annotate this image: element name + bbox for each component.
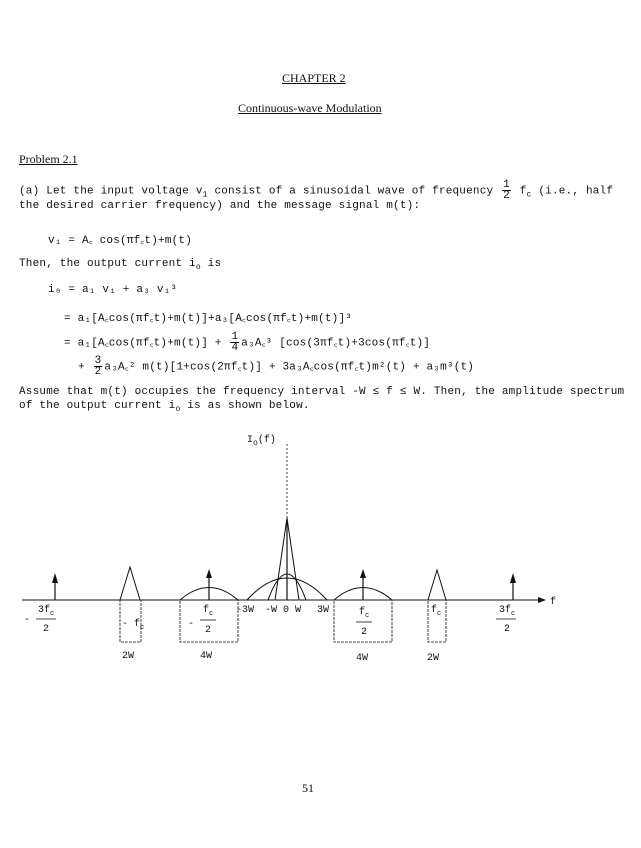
label-pos-3fc-2-num: $3f_c$ (499, 605, 516, 618)
equation-4-part1: + (78, 361, 92, 374)
assume-io-subscript: o (175, 405, 181, 415)
paragraph-a-line2: the desired carrier frequency) and the message signal m(t): (19, 200, 421, 212)
label-neg-3fc-2-den: 2 (43, 624, 50, 635)
three-halves-numerator: 3 (94, 355, 102, 367)
label-pos-half-fc-num: $f_c$ (359, 607, 370, 620)
problem-label: Problem 2.1 (19, 152, 78, 166)
triangle-pos-fc (428, 570, 446, 600)
equation-4-part2: a₃A꜀² m(t)[1+cos(2πf꜀t)] + 3a₃A꜀cos(πf꜀t)m²(t) + a₃m³(t) (104, 361, 475, 374)
label-minus-3w: -3W (236, 605, 255, 616)
label-neg-half-fc-sign: - (188, 619, 195, 630)
paragraph-a-text3: f (512, 185, 527, 198)
quarter-denominator: 4 (231, 342, 239, 354)
label-neg-3fc-2-sign: - (24, 615, 31, 626)
equation-2: = a₁[A꜀cos(πf꜀t)+m(t)]+a₃[A꜀cos(πf꜀t)+m(t)]³ (64, 313, 353, 325)
impulse-neg-half-fc-head (206, 569, 212, 578)
bandwidth-4w-right: 4W (356, 653, 369, 664)
assume-end-text: is as shown below. (180, 400, 310, 412)
bandwidth-2w-left: 2W (122, 651, 135, 662)
then-text: Then, the output current i (19, 258, 196, 270)
impulse-pos-3fc-2-head (510, 573, 516, 583)
impulse-neg-3fc-2-head (52, 573, 58, 583)
assume-text: of the output current i (19, 400, 176, 412)
label-pos-fc: $f_c$ (431, 605, 442, 618)
label-pos-3fc-2-den: 2 (504, 624, 511, 635)
half-numerator: 1 (503, 179, 510, 191)
label-neg-3fc-2-num: $3f_c$ (38, 605, 55, 618)
label-3w: 3W (317, 605, 330, 616)
fc-subscript: c (526, 190, 532, 200)
label-neg-half-fc-num: $f_c$ (203, 605, 214, 618)
chapter-title: CHAPTER 2 (282, 71, 346, 85)
v1-subscript: 1 (202, 190, 208, 200)
then-end-text: is (200, 258, 222, 270)
equation-3-part2: a₃A꜀³ [cos(3πf꜀t)+3cos(πf꜀t)] (241, 337, 431, 350)
paragraph-a-text2: consist of a sinusoidal wave of frequency (207, 185, 501, 198)
frequency-axis-arrow (538, 597, 546, 603)
half-denominator: 2 (503, 190, 510, 202)
label-neg-half-fc-den: 2 (205, 625, 212, 636)
equation-1: i₀ = a₁ v₁ + a₃ v₁³ (48, 284, 178, 296)
impulse-pos-half-fc-head (360, 569, 366, 578)
page-number: 51 (302, 781, 314, 795)
equation-3-part1: = a₁[A꜀cos(πf꜀t)+m(t)] + (64, 337, 229, 350)
label-center-w: -W 0 W (265, 605, 302, 616)
assume-line1: Assume that m(t) occupies the frequency interval -W ≤ f ≤ W. Then, the amplitude spectrum (19, 386, 625, 398)
quarter-numerator: 1 (231, 331, 239, 343)
triangle-neg-fc (120, 567, 140, 600)
three-halves-denominator: 2 (94, 366, 102, 378)
paragraph-a-text1: (a) Let the input voltage v (19, 185, 203, 198)
paragraph-a-text4: (i.e., half (531, 185, 614, 198)
frequency-axis-label: f (550, 597, 557, 608)
bandwidth-2w-right: 2W (427, 653, 440, 664)
label-neg-fc: - $f_c$ (122, 619, 145, 632)
chapter-subtitle: Continuous-wave Modulation (238, 101, 382, 115)
bandwidth-4w-left: 4W (200, 651, 213, 662)
equation-v1: v₁ = A꜀ cos(πf꜀t)+m(t) (48, 235, 193, 247)
io-subscript: o (195, 263, 201, 273)
spectrum-y-label: $I_o(f)$ (247, 435, 276, 448)
label-pos-half-fc-den: 2 (361, 627, 368, 638)
